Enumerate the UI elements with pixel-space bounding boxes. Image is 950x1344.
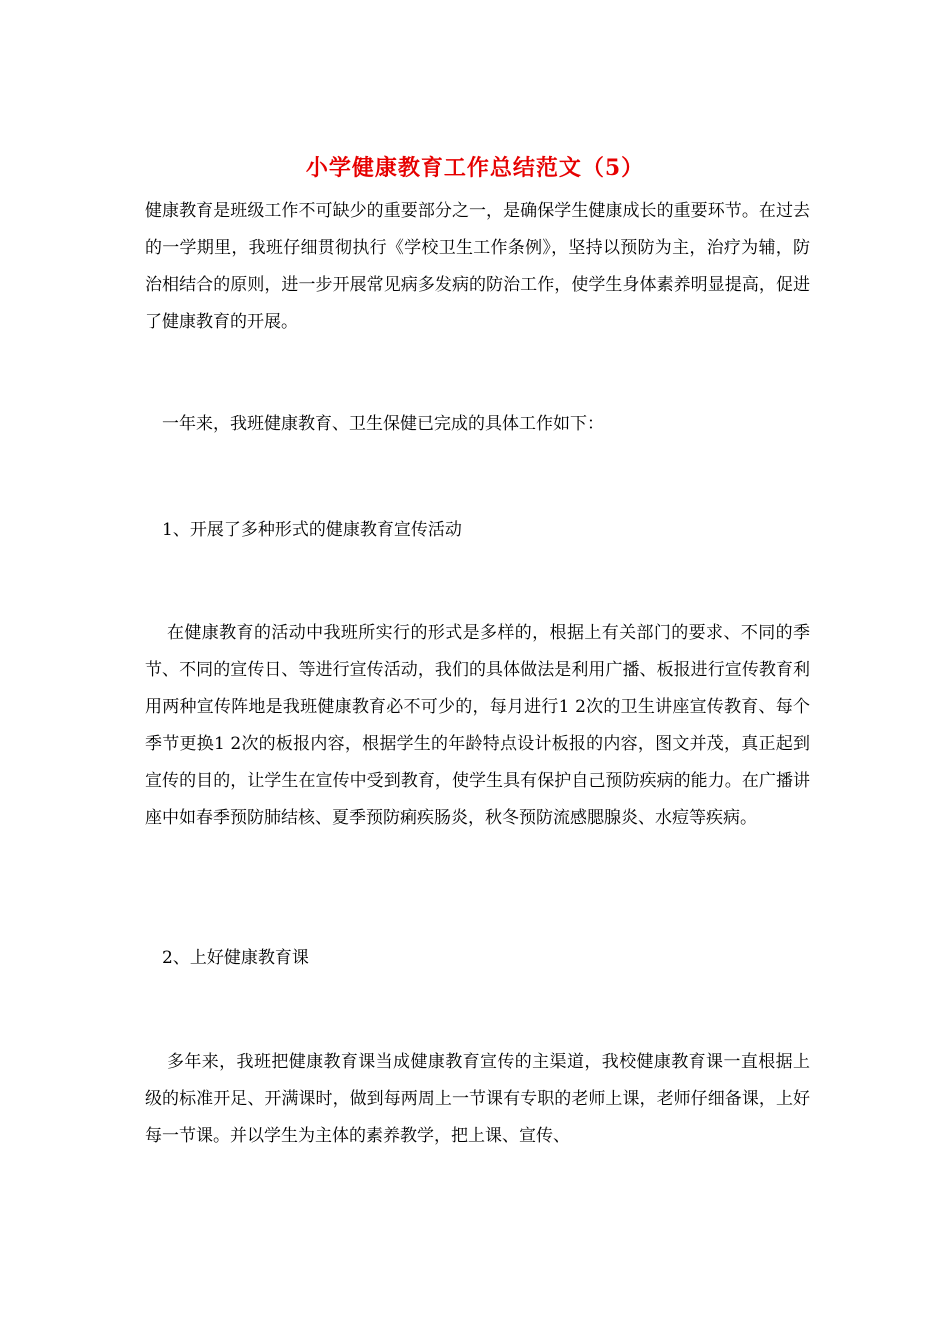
paragraph-section-1-body: 在健康教育的活动中我班所实行的形式是多样的，根据上有关部门的要求、不同的季节、不同的宣传日、等进行宣传活动，我们的具体做法是利用广播、板报进行宣传教育利用两种宣传阵地是我班健康教育必不可少的，每月进行1 2次的卫生讲座宣传教育、每个季节更换1 2次的板报内容，根据学生的年龄特点设计板报的内容，图文并茂，真正起到宣传的目的，让学生在宣传中受到教育，使学生具有保护自己预防疾病的能力。在广播讲座中如春季预防肺结核、夏季预防痢疾肠炎，秋冬预防流感腮腺炎、水痘等疾病。 (145, 623, 810, 828)
paragraph-intro: 健康教育是班级工作不可缺少的重要部分之一，是确保学生健康成长的重要环节。在过去的一学期里，我班仔细贯彻执行《学校卫生工作条例》，坚持以预防为主，治疗为辅，防治相结合的原则，进一步开展常见病多发病的防治工作，使学生身体素养明显提高，促进了健康教育的开展。 (145, 201, 810, 332)
section-heading-2: 2、上好健康教育课 (162, 948, 309, 968)
document-title: 小学健康教育工作总结范文（5） (305, 155, 645, 181)
section-heading-1: 1、开展了多种形式的健康教育宣传活动 (162, 520, 462, 540)
paragraph-summary-lead: 一年来，我班健康教育、卫生保健已完成的具体工作如下： (162, 414, 604, 434)
paragraph-section-2-body: 多年来，我班把健康教育课当成健康教育宣传的主渠道，我校健康教育课一直根据上级的标准开足、开满课时，做到每两周上一节课有专职的老师上课，老师仔细备课，上好每一节课。并以学生为主体的素养教学，把上课、宣传、 (145, 1052, 810, 1146)
